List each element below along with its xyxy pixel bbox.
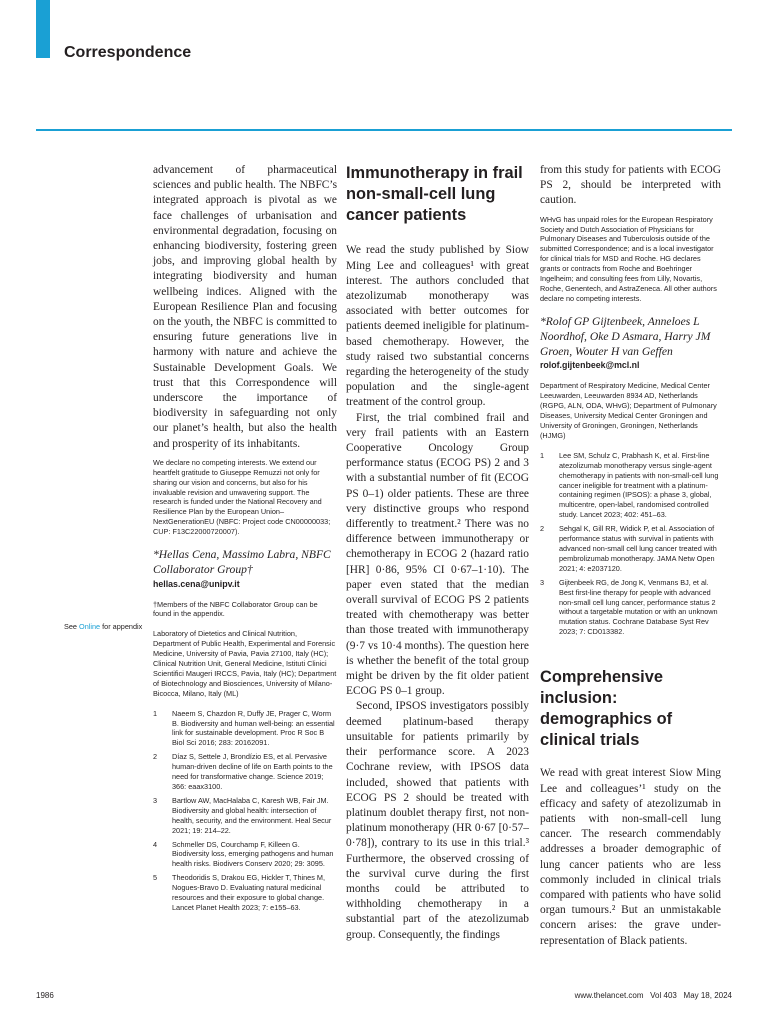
- body-paragraph: advancement of pharmaceutical sciences and public health. The NBFC’s integrated approach is pivotal as we face challenges of urbanisation and environmental degradation, focusing on enhancing biodiversity, fostering green jobs, and improving global health by integrating biodiversity and human wellbeing indices. Aligned with the European Resilience Plan and focusing on the youth, the NBFC is committed to ensuring future generations live in harmony with nature and achieve the Sustainable Development Goals. We trust that this Correspondence will underscore the importance of biodiversity in safeguarding not only our planet’s health, but also the health and prosperity of its inhabitants.: [153, 164, 337, 450]
- body-paragraph: We read the study published by Siow Ming Lee and colleagues¹ with great interest. The authors concluded that atezolizumab monotherapy was associated with better outcomes for patients deemed ineligible for platinum-based chemotherapy. However, the study raised two substantial concerns regarding the heterogeneity of the study population and the single-agent treatment of the control group.: [346, 244, 529, 409]
- body-paragraph: We read with great interest Siow Ming Lee and colleagues’¹ study on the efficacy and safety of atezolizumab in patients with non-small-cell lung cancer. The research commendably addresses a broader demographic of lung cancer patients who are less commonly included in clinical trials compared with patients who have solid organ tumours.² But an unmistakable concern arises: the grave under-representation of Black patients.: [540, 767, 721, 947]
- journal-info: www.thelancet.com Vol 403 May 18, 2024: [574, 991, 732, 1000]
- column-3: [540, 163, 721, 949]
- article-title: Comprehensive inclusion: demographics of clinical trials: [540, 668, 673, 749]
- reference-item: 2 Díaz S, Settele J, Brondízio ES, et al. Pervasive human-driven decline of life on Earth points to the need for transformative change. Science 2019; 366: eaax3100.: [153, 752, 333, 792]
- members-note: †Members of the NBFC Collaborator Group can be found in the appendix.: [153, 599, 318, 619]
- reference-list: [153, 709, 337, 913]
- section-heading: Correspondence: [64, 44, 192, 61]
- affiliation: Department of Respiratory Medicine, Medical Center Leeuwarden, Leeuwarden 8934 AD, Netherlands (RGPG, ALN, ODA, WHvG); Department of Pulmonary Diseases, University Medical Center Groningen and University of Groningen, Groningen, Netherlands (HJMG): [540, 381, 717, 440]
- appendix-sidenote: See Online for appendix: [64, 622, 143, 631]
- online-link[interactable]: Online: [79, 622, 101, 631]
- declaration: WHvG has unpaid roles for the European Respiratory Society and Dutch Association of Physicians for Pulmonary Diseases and Tuberculosis outside of the submitted Correspondence; and is a local investigator for clinical trials for MSD and Roche. HG declares grants or contracts from Roche and Boehringer Ingelheim; and consulting fees from Lilly, Novartis, Roche, Genentech, and AstraZeneca. All other authors declare no competing interests.: [540, 214, 717, 303]
- affiliation: Laboratory of Dietetics and Clinical Nutrition, Department of Public Health, Experimental and Forensic Medicine, University of Pavia, Pavia 27100, Italy (HC); Clinical Nutrition Unit, General Medicine, Istituti Clinici Scientifici Maugeri IRCCS, Pavia, Italy (HC); Department of Biotechnology and Biosciences, University of Milano-Bicocca, Milano, Italy (ML): [153, 629, 337, 698]
- reference-item: 1 Naeem S, Chazdon R, Duffy JE, Prager C, Worm B. Biodiversity and human well-being: an essential link for sustainable development. Proc R Soc B Biol Sci 2016; 283: 20162091.: [153, 708, 335, 748]
- reference-item: 4 Schmeller DS, Courchamp F, Killeen G. Biodiversity loss, emerging pathogens and human health risks. Biodivers Conserv 2020; 29: 3095.: [153, 839, 334, 869]
- authors: *Hellas Cena, Massimo Labra, NBFC Collaborator Group†: [153, 548, 331, 577]
- page-number: 1986: [36, 991, 54, 1000]
- article-title: Immunotherapy in frail non-small-cell lung cancer patients: [346, 164, 523, 224]
- reference-item: 3 Gijtenbeek RG, de Jong K, Venmans BJ, et al. Best first-line therapy for people with advanced non-small cell lung cancer, performance status 2 without a targetable mutation or with an unknown mutation status. Cochrane Database Syst Rev 2023; 7: CD013382.: [540, 577, 718, 637]
- body-paragraph: Second, IPSOS investigators possibly deemed platinum-based therapy unsuitable for patients primarily by their performance score. A 2023 Cochrane review, with IPSOS data included, showed that patients with ECOG PS 2 should be treated with platinum doublet therapy first, not non-platinum monotherapy (HR 0·67 [0·57–0·78]), contrary to its use in this trial.³ Furthermore, the observed crossing of the survival curve during the first months could be attributed to withholding chemotherapy in a substantial part of the atezolizumab group. Consequently, the findings: [346, 700, 529, 941]
- body-paragraph: from this study for patients with ECOG PS 2, should be interpreted with caution.: [540, 164, 721, 207]
- reference-list: [540, 451, 721, 637]
- reference-item: 3 Bartlow AW, MacHalaba C, Karesh WB, Fair JM. Biodiversity and global health: intersection of health, security, and the environment. Heal Secur 2021; 19: 214–22.: [153, 795, 332, 835]
- email-link[interactable]: hellas.cena@unipv.it: [153, 578, 240, 589]
- reference-item: 1 Lee SM, Schulz C, Prabhash K, et al. First-line atezolizumab monotherapy versus single-agent chemotherapy in patients with non-small-cell lung cancer ineligible for treatment with a platinum-containing regimen (IPSOS): a phase 3, global, multicentre, open-label, randomised controlled study. Lancet 2023; 402: 451–63.: [540, 450, 719, 520]
- authors: *Rolof GP Gijtenbeek, Anneloes L Noordhof, Oke D Asmara, Harry JM Groen, Wouter H van Geffen: [540, 314, 711, 359]
- reference-item: 2 Sehgal K, Gill RR, Widick P, et al. Association of performance status with survival in patients with advanced non-small cell lung cancer treated with pembrolizumab monotherapy. JAMA Netw Open 2021; 4: e2037120.: [540, 524, 717, 573]
- column-2: [346, 163, 529, 943]
- accent-bar: [36, 0, 50, 58]
- header-rule: [36, 129, 732, 131]
- body-paragraph: First, the trial combined frail and very frail patients with an Eastern Cooperative Oncology Group performance status (ECOG PS) 2 and 3 with a substantial number of fit (ECOG PS 0–1) older patients. These are three very distinctive groups who respond differently to treatment.² There was no difference between immunotherapy or chemotherapy in ECOG 2 (hazard ratio [HR] 0·86, 95% CI 0·67–1·10). The paper even stated that the median overall survival of ECOG PS 2 patients treated with chemotherapy was better than those treated with immunotherapy (9·7 vs 10·4 months). The question here is whether the benefit of the total group might be driven by the fit older patient ECOG PS 0–1 group.: [346, 411, 529, 698]
- reference-item: 5 Theodoridis S, Drakou EG, Hickler T, Thines M, Nogues-Bravo D. Evaluating natural medicinal resources and their exposure to global change. Lancet Planet Health 2023; 7: e155–63.: [153, 873, 326, 912]
- declaration: We declare no competing interests. We extend our heartfelt gratitude to Giuseppe Remuzzi not only for sharing our vision and concerns, but also for his invaluable revision and unwavering support. The research is funded under the National Recovery and Resilience Plan by the European Union–NextGenerationEU (NBFC: Project code CN00000033; CUP: F13C22000720007).: [153, 457, 331, 537]
- email-link[interactable]: rolof.gijtenbeek@mcl.nl: [540, 360, 640, 371]
- column-1: [153, 163, 337, 917]
